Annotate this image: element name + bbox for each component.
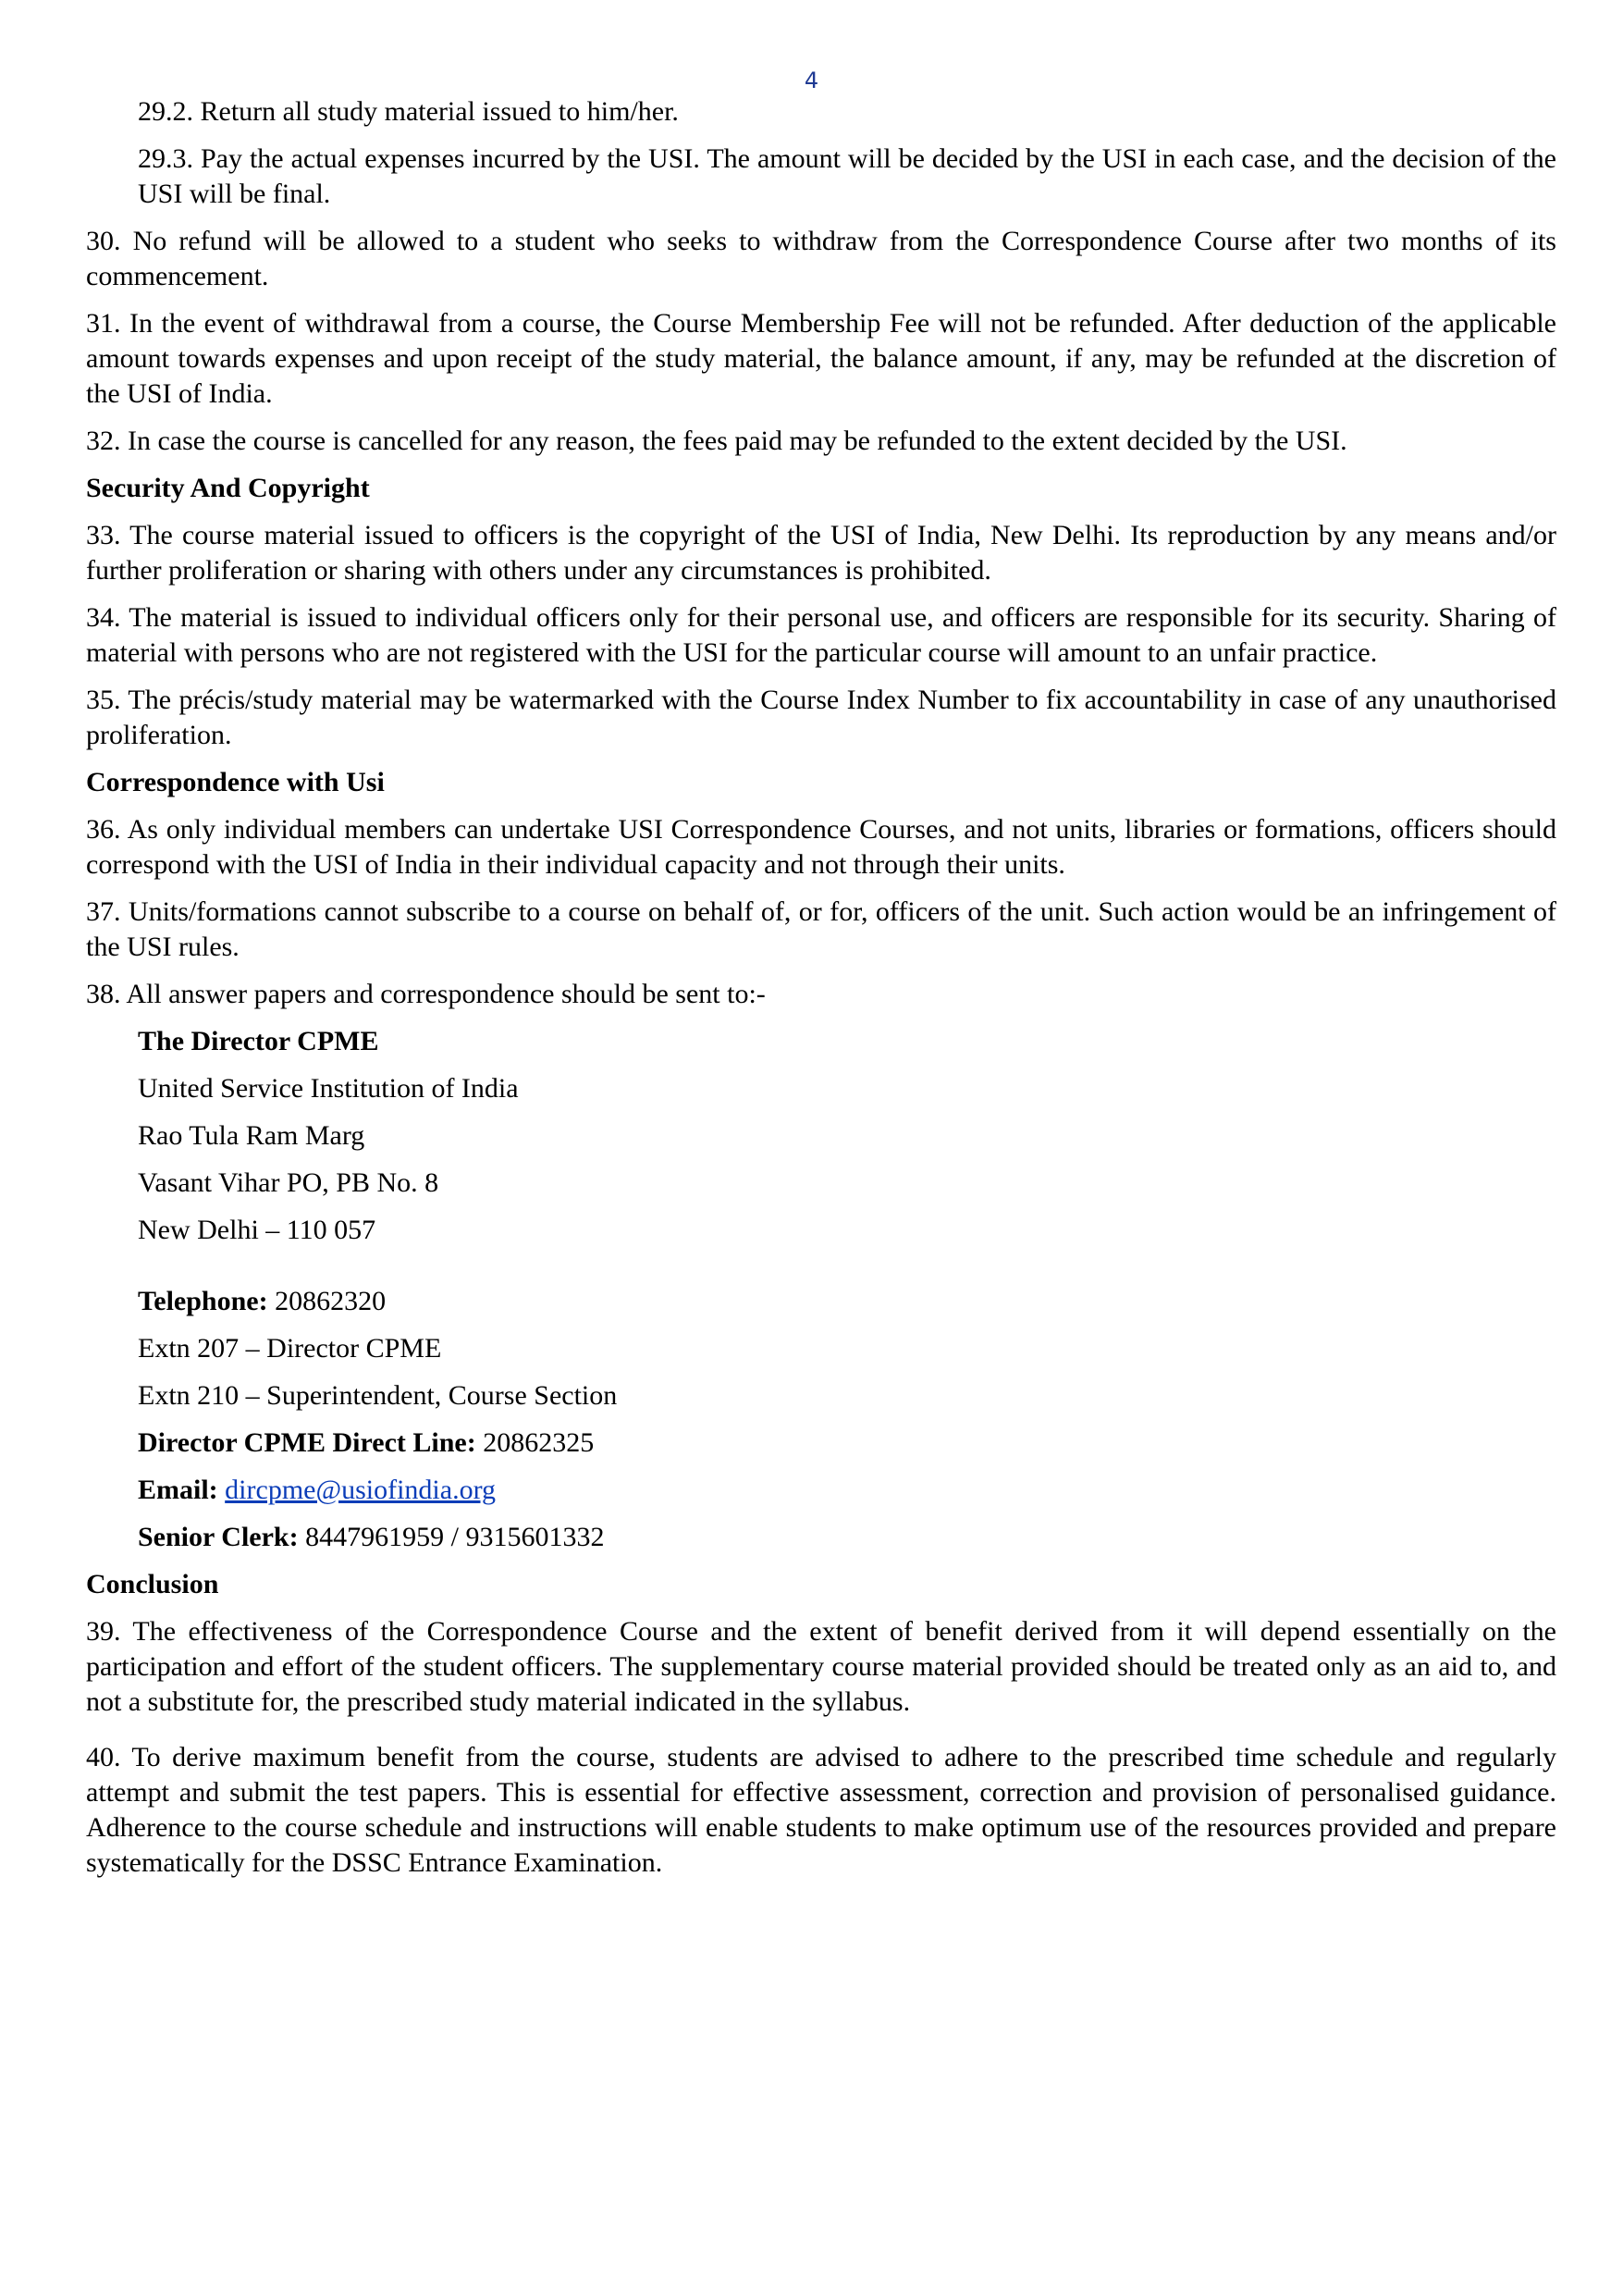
- direct-line-label: Director CPME Direct Line:: [138, 1427, 476, 1458]
- direct-line-value: 20862325: [475, 1427, 595, 1458]
- clerk-line: [138, 1520, 1556, 1555]
- paragraph-p29-3: 29.3. Pay the actual expenses incurred by the USI. The amount will be decided by the USI in each case, and the decision of the USI will be final.: [138, 143, 1556, 209]
- page-number: 4: [804, 68, 819, 93]
- address-line: Rao Tula Ram Marg: [138, 1120, 365, 1151]
- address-line: New Delhi – 110 057: [138, 1215, 376, 1245]
- address-name: The Director CPME: [138, 1026, 379, 1056]
- email-label: Email:: [138, 1475, 218, 1505]
- paragraph-p35: 35. The précis/study material may be watermarked with the Course Index Number to fix accountability in case of any unauthorised proliferation.: [86, 685, 1556, 750]
- section-correspondence: [86, 812, 1556, 1012]
- email-link[interactable]: dircpme@usiofindia.org: [225, 1475, 497, 1505]
- section-refund: [86, 94, 1556, 459]
- telephone-label: Telephone:: [138, 1286, 268, 1316]
- paragraph-p29-2: 29.2. Return all study material issued to him/her.: [138, 96, 679, 127]
- contact-block: [86, 1284, 1556, 1555]
- spacer: [86, 1260, 1556, 1284]
- address-line: United Service Institution of India: [138, 1073, 519, 1104]
- clerk-value: 8447961959 / 9315601332: [298, 1522, 605, 1552]
- paragraph-p34: 34. The material is issued to individual officers only for their personal use, and officers are responsible for its security. Sharing of material with persons who are not registered with the USI for the particular course will amount to an unfair practice.: [86, 602, 1556, 668]
- section-security: [86, 518, 1556, 753]
- paragraph-p32: 32. In case the course is cancelled for any reason, the fees paid may be refunded to the extent decided by the USI.: [86, 426, 1347, 456]
- address-block: [86, 1024, 1556, 1248]
- extension-line: Extn 210 – Superintendent, Course Section: [138, 1380, 618, 1411]
- extension-line: Extn 207 – Director CPME: [138, 1333, 442, 1364]
- paragraph-p33: 33. The course material issued to officers is the copyright of the USI of India, New Delhi. Its reproduction by any means and/or further proliferation or sharing with others under any circumstances is prohibited.: [86, 520, 1556, 586]
- telephone-line: [138, 1284, 1556, 1319]
- paragraph-40: 40. To derive maximum benefit from the course, students are advised to adhere to the prescribed time schedule and regularly attempt and submit the test papers. This is essential for effective assessment, correction and provision of personalised guidance. Adherence to the course schedule and instructions will enable students to make optimum use of the resources provided and prepare systematically for the DSSC Entrance Examination.: [86, 1742, 1556, 1878]
- paragraph-p36: 36. As only individual members can undertake USI Correspondence Courses, and not units, libraries or formations, officers should correspond with the USI of India in their individual capacity and not through their units.: [86, 814, 1556, 880]
- direct-line: [138, 1426, 1556, 1461]
- clerk-label: Senior Clerk:: [138, 1522, 299, 1552]
- paragraph-39: 39. The effectiveness of the Correspondence Course and the extent of benefit derived from it will depend essentially on the participation and effort of the student officers. The supplementary course material provided should be treated only as an aid to, and not a substitute for, the prescribed study material indicated in the syllabus.: [86, 1616, 1556, 1717]
- page-content: [86, 94, 1556, 1893]
- paragraph-p37: 37. Units/formations cannot subscribe to a course on behalf of, or for, officers of the unit. Such action would be an infringement of the USI rules.: [86, 896, 1556, 962]
- address-line: Vasant Vihar PO, PB No. 8: [138, 1167, 439, 1198]
- telephone-value: 20862320: [267, 1286, 387, 1316]
- heading-correspondence: Correspondence with Usi: [86, 767, 385, 797]
- paragraph-p30: 30. No refund will be allowed to a student who seeks to withdraw from the Correspondence Course after two months of its commencement.: [86, 226, 1556, 291]
- paragraph-p38: 38. All answer papers and correspondence should be sent to:-: [86, 979, 766, 1009]
- heading-conclusion: Conclusion: [86, 1569, 219, 1599]
- email-line: [138, 1473, 1556, 1508]
- paragraph-p31: 31. In the event of withdrawal from a course, the Course Membership Fee will not be refunded. After deduction of the applicable amount towards expenses and upon receipt of the study material, the balance amount, if any, may be refunded at the discretion of the USI of India.: [86, 308, 1556, 409]
- heading-security: Security And Copyright: [86, 473, 370, 503]
